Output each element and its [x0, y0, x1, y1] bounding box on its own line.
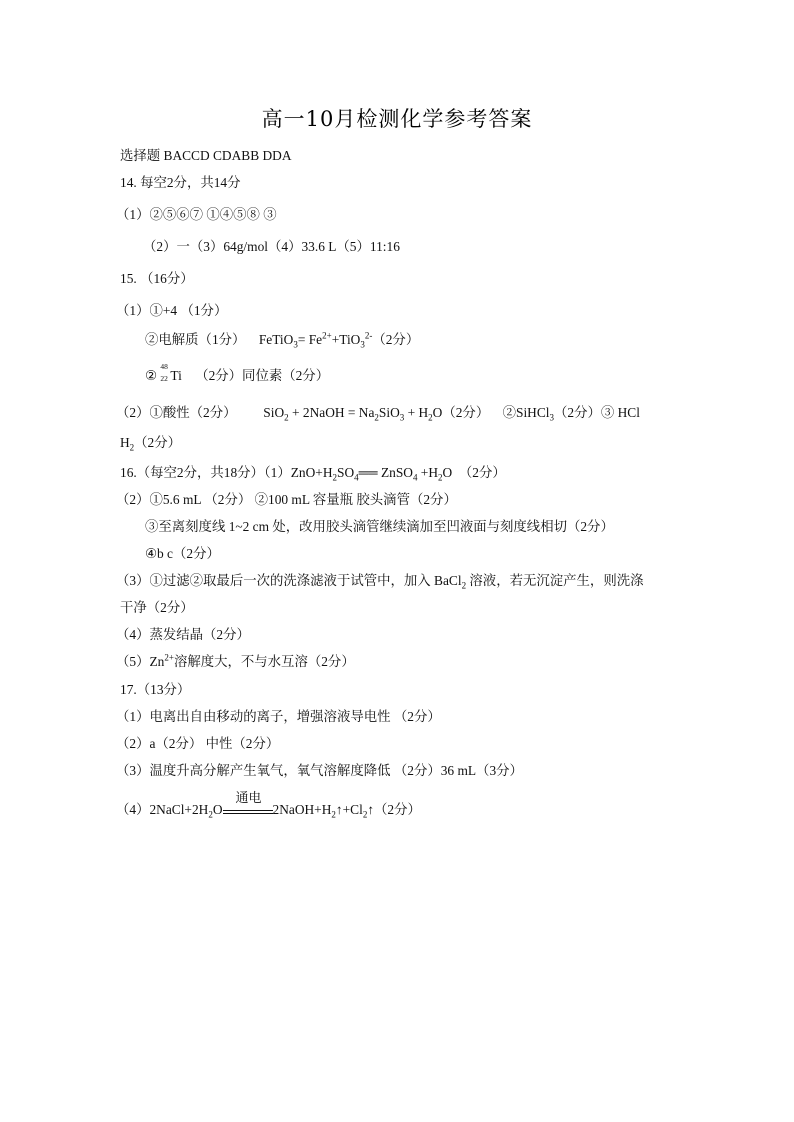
q16-line5: 干净（2分） — [120, 600, 194, 615]
q16-line2: ③至离刻度线 1~2 cm 处，改用胶头滴管继续滴加至凹液面与刻度线相切（2分） — [145, 519, 614, 534]
q15-line3: ② 48 22 Ti （2分）同位素（2分） — [145, 362, 330, 383]
q15-line2: ②电解质（1分） FeTiO$_3$= $Fe^{2+}+TiO_3^{2-}(2$分） — [145, 330, 420, 350]
q17-line1: （1）电离出自由移动的离子，增强溶液导电性 （2分） — [116, 709, 441, 724]
q15-line1: （1）①+4 （1分） — [116, 303, 228, 318]
q14-header: 14. 每空2分，共14分 — [120, 175, 241, 190]
q14-line1: （1）②⑤⑥⑦ ①④⑤⑧ ③ — [116, 207, 277, 222]
q14-line2: （2）一（3）64g/mol（4）33.6 L（5）11:16 — [143, 239, 400, 254]
q17-line2: （2）a（2分） 中性（2分） — [116, 736, 280, 751]
choice-answers: 选择题 BACCD CDABB DDA — [120, 148, 292, 163]
q16-line3: ④b c（2分） — [145, 546, 220, 561]
titanium-nuclide: 48 22 — [160, 362, 168, 383]
q15-line5: $H_2(2$分） — [120, 435, 182, 453]
q15-line4: （2）①酸性（2分） SiO$_2$ + 2NaOH = $Na_2SiO_3 + H_2O(2$分） ②SiHCl$_3$（2分）③ HCl — [116, 405, 640, 423]
page-title: 高一10月检测化学参考答案 — [261, 107, 533, 131]
q16-header: 16.（每空2分，共18分）$(1)ZnO+H_2SO_4══$ ZnSO$_4$ $+H_2O$ （2分） — [120, 465, 506, 483]
q17-line4: $(4)2NaCl+2H_2O$ 通电 $2NaOH+H_2↑+Cl_2↑(2$分） — [116, 790, 421, 820]
q16-line7: $(5)Zn^{2+}$溶解度大，不与水互溶（2分） — [116, 652, 355, 669]
q16-line6: （4）蒸发结晶（2分） — [116, 627, 250, 642]
q16-line1: （2）①5.6 mL （2分） ②100 mL 容量瓶 胶头滴管（2分） — [116, 492, 457, 507]
reaction-condition-equals: 通电 — [223, 802, 273, 814]
q16-line4: （3）①过滤②取最后一次的洗涤滤液于试管中，加入 BaCl$_2$ 溶液，若无沉淀产生，则洗涤 — [116, 573, 644, 591]
q17-header: 17.（13分） — [120, 682, 191, 697]
q15-header: 15. （16分） — [120, 271, 194, 286]
q17-line3: （3）温度升高分解产生氧气，氧气溶解度降低 （2分）36 mL（3分） — [116, 763, 523, 778]
